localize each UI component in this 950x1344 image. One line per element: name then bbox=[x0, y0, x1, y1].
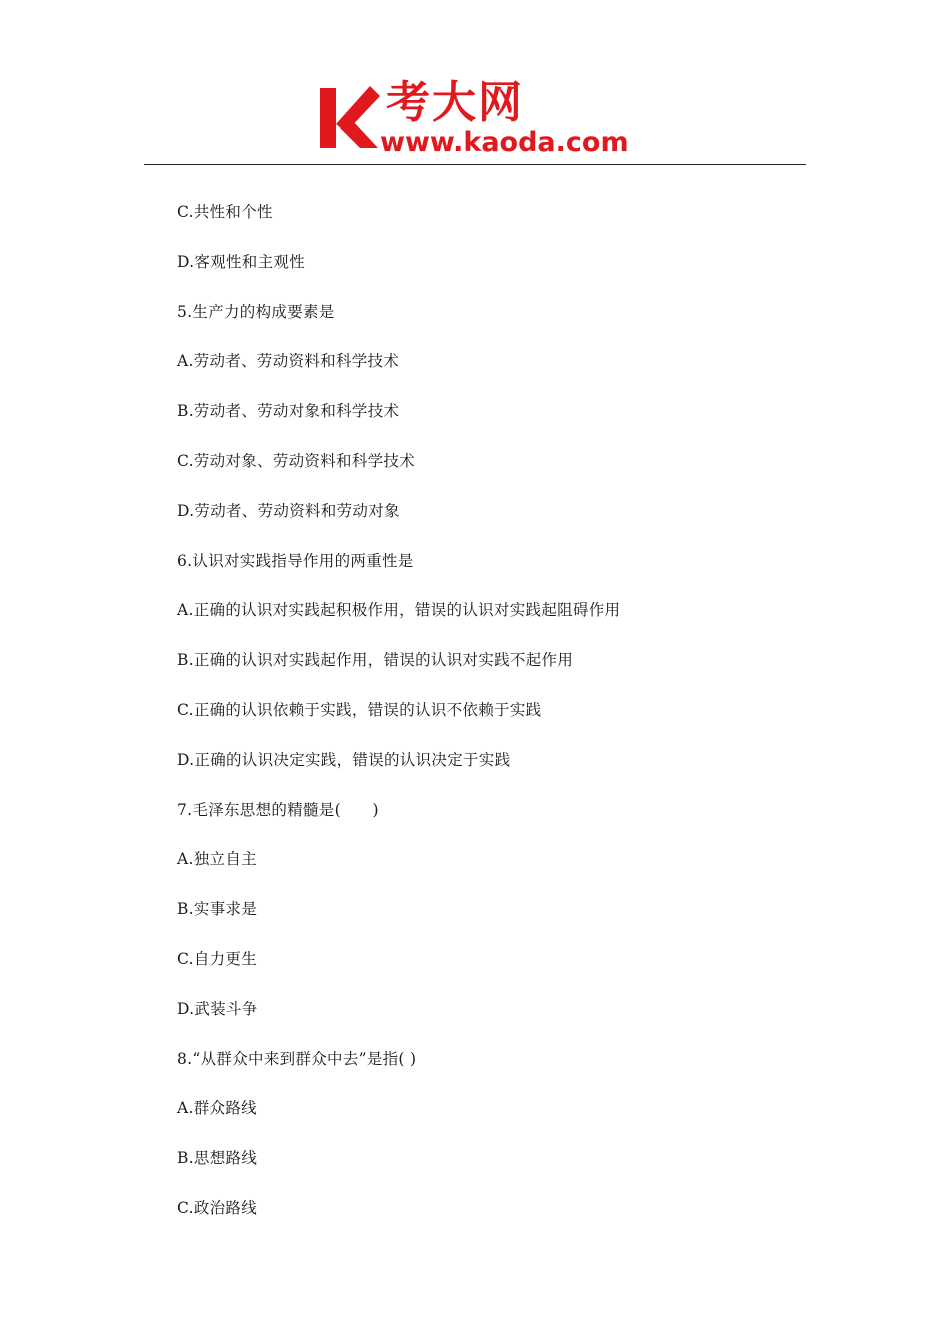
question-line: 6.认识对实践指导作用的两重性是 bbox=[177, 551, 414, 570]
option-line: C.正确的认识依赖于实践，错误的认识不依赖于实践 bbox=[177, 700, 542, 719]
option-line: A.正确的认识对实践起积极作用，错误的认识对实践起阻碍作用 bbox=[177, 601, 621, 620]
header-divider bbox=[144, 164, 806, 165]
option-line: A.独立自主 bbox=[177, 850, 257, 869]
option-line: B.劳动者、劳动对象和科学技术 bbox=[177, 402, 400, 421]
option-line: C.自力更生 bbox=[177, 949, 258, 968]
option-line: D.劳动者、劳动资料和劳动对象 bbox=[177, 501, 400, 520]
k-logo-icon bbox=[318, 84, 380, 150]
option-line: A.劳动者、劳动资料和科学技术 bbox=[177, 352, 400, 371]
option-line: C.政治路线 bbox=[177, 1198, 258, 1217]
question-line: 5.生产力的构成要素是 bbox=[177, 302, 335, 321]
logo-chinese-text: 考大网 bbox=[386, 77, 524, 128]
option-line: C.共性和个性 bbox=[177, 203, 273, 221]
option-line: A.群众路线 bbox=[177, 1099, 257, 1118]
question-line: 8.“从群众中来到群众中去”是指( ) bbox=[177, 1049, 417, 1068]
option-line: D.正确的认识决定实践，错误的认识决定于实践 bbox=[177, 750, 511, 769]
option-line: D.客观性和主观性 bbox=[177, 252, 306, 271]
option-line: B.思想路线 bbox=[177, 1149, 258, 1168]
page-header bbox=[0, 0, 950, 170]
option-line: B.实事求是 bbox=[177, 900, 258, 919]
option-line: C.劳动对象、劳动资料和科学技术 bbox=[177, 451, 416, 470]
logo-url-text: www.kaoda.com bbox=[380, 127, 629, 158]
question-content bbox=[177, 199, 817, 1245]
question-line: 7.毛泽东思想的精髓是( ) bbox=[177, 800, 379, 819]
option-line: D.武装斗争 bbox=[177, 999, 258, 1018]
kaoda-logo[interactable] bbox=[318, 78, 638, 160]
option-line: B.正确的认识对实践起作用，错误的认识对实践不起作用 bbox=[177, 651, 574, 670]
